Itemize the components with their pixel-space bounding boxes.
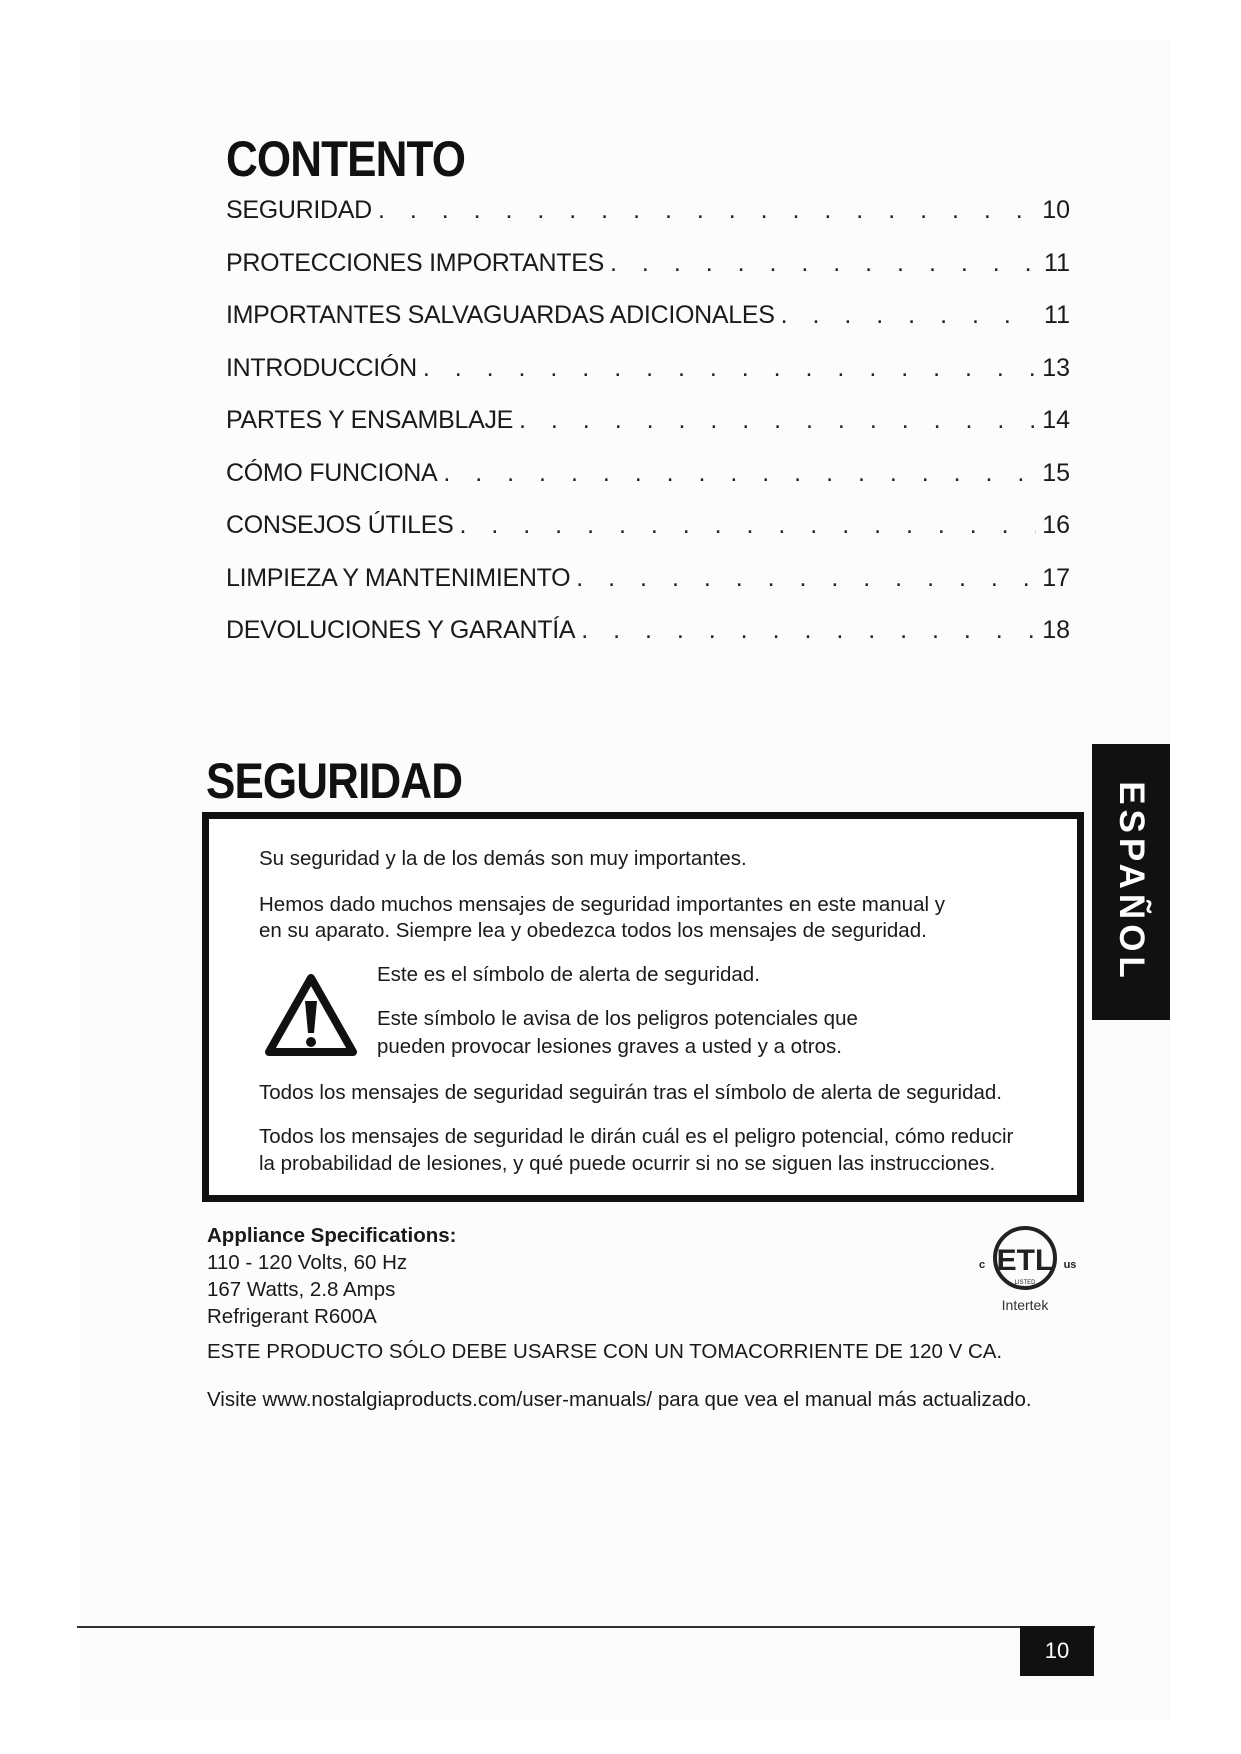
- toc-entry[interactable]: [226, 249, 1070, 302]
- toc-leader-dots: [519, 406, 1036, 435]
- language-side-tab: [1092, 744, 1170, 1020]
- safety-title: SEGURIDAD: [206, 753, 463, 809]
- toc-leader-dots: [423, 354, 1036, 383]
- toc-leader-dots: [576, 564, 1036, 593]
- safety-explain-line-1: Todos los mensajes de seguridad le dirán cuál es el peligro potencial, cómo reducir: [259, 1125, 1014, 1148]
- toc-entry-page: 13: [1042, 353, 1070, 382]
- etl-c-mark: c: [978, 1259, 986, 1271]
- toc-leader-dots: [378, 196, 1036, 225]
- page-number: 10: [1044, 1638, 1070, 1663]
- symbol-description-line-1: Este símbolo le avisa de los peligros potenciales que: [377, 1007, 858, 1030]
- toc-leader-dots: [781, 301, 1038, 330]
- toc-entry[interactable]: [226, 354, 1070, 407]
- toc-leader-dots: [460, 511, 1037, 540]
- toc-entry[interactable]: [226, 511, 1070, 564]
- safety-explain-line-2: la probabilidad de lesiones, y qué puede ocurrir si no se siguen las instrucciones.: [259, 1152, 996, 1175]
- toc-entry-label: PARTES Y ENSAMBLAJE: [226, 406, 514, 434]
- toc-leader-dots: [443, 459, 1036, 488]
- toc-entry-label: PROTECCIONES IMPORTANTES: [226, 248, 605, 277]
- toc-entry[interactable]: [226, 564, 1070, 617]
- toc-entry-label: LIMPIEZA Y MANTENIMIENTO: [226, 563, 571, 592]
- toc-entry-page: 17: [1042, 563, 1070, 592]
- appliance-specifications: [207, 1222, 456, 1330]
- safety-alert-icon: [265, 973, 357, 1057]
- spec-line: 110 - 120 Volts, 60 Hz: [207, 1251, 408, 1274]
- toc-entry-label: SEGURIDAD: [226, 196, 372, 224]
- safety-box: [202, 812, 1084, 1202]
- toc-entry[interactable]: [226, 459, 1070, 512]
- toc-title: CONTENTO: [226, 131, 466, 187]
- toc-entry[interactable]: [226, 301, 1070, 354]
- etl-us-mark: us: [1063, 1259, 1077, 1271]
- table-of-contents: [226, 196, 1070, 669]
- safety-messages-line-2: en su aparato. Siempre lea y obedezca todos los mensajes de seguridad.: [259, 919, 927, 942]
- toc-entry-label: CONSEJOS ÚTILES: [226, 511, 454, 539]
- etl-listed-text: LISTED: [1014, 1280, 1036, 1286]
- outlet-notice: ESTE PRODUCTO SÓLO DEBE USARSE CON UN TOMACORRIENTE DE 120 V CA.: [207, 1340, 1003, 1363]
- toc-entry-page: 14: [1042, 406, 1070, 434]
- toc-entry[interactable]: [226, 196, 1070, 249]
- toc-entry-page: 11: [1044, 301, 1070, 329]
- manual-url-notice: Visite www.nostalgiaproducts.com/user-manuals/ para que vea el manual más actualizado.: [207, 1388, 1032, 1411]
- etl-listed-logo: [970, 1222, 1080, 1318]
- symbol-description-line-2: pueden provocar lesiones graves a usted y a otros.: [377, 1035, 842, 1058]
- etl-mark: ETL: [996, 1244, 1054, 1277]
- safety-messages-line-1: Hemos dado muchos mensajes de seguridad importantes en este manual y: [259, 893, 945, 916]
- symbol-description-title: Este es el símbolo de alerta de seguridad.: [377, 963, 760, 986]
- language-tab-label: ESPAÑOL: [1112, 781, 1151, 983]
- intertek-text: Intertek: [1001, 1297, 1049, 1313]
- toc-entry-label: INTRODUCCIÓN: [226, 353, 417, 382]
- toc-entry-page: 18: [1042, 616, 1070, 644]
- toc-entry-page: 15: [1042, 458, 1070, 487]
- toc-entry-label: CÓMO FUNCIONA: [226, 458, 438, 487]
- toc-entry-label: IMPORTANTES SALVAGUARDAS ADICIONALES: [226, 301, 775, 329]
- toc-entry-label: DEVOLUCIONES Y GARANTÍA: [226, 616, 576, 644]
- spec-title: Appliance Specifications:: [207, 1224, 457, 1247]
- toc-entry[interactable]: [226, 406, 1070, 459]
- safety-intro: Su seguridad y la de los demás son muy importantes.: [259, 847, 747, 870]
- toc-leader-dots: [610, 249, 1038, 278]
- footer-divider: [77, 1626, 1095, 1628]
- page-number-badge: [1020, 1626, 1094, 1676]
- toc-leader-dots: [581, 616, 1036, 645]
- toc-entry-page: 16: [1042, 511, 1070, 539]
- safety-follow-text: Todos los mensajes de seguridad seguirán tras el símbolo de alerta de seguridad.: [259, 1081, 1002, 1104]
- toc-entry-page: 10: [1042, 196, 1070, 224]
- toc-entry-page: 11: [1044, 248, 1070, 277]
- toc-entry[interactable]: [226, 616, 1070, 669]
- spec-line: 167 Watts, 2.8 Amps: [207, 1278, 396, 1301]
- spec-line: Refrigerant R600A: [207, 1305, 377, 1328]
